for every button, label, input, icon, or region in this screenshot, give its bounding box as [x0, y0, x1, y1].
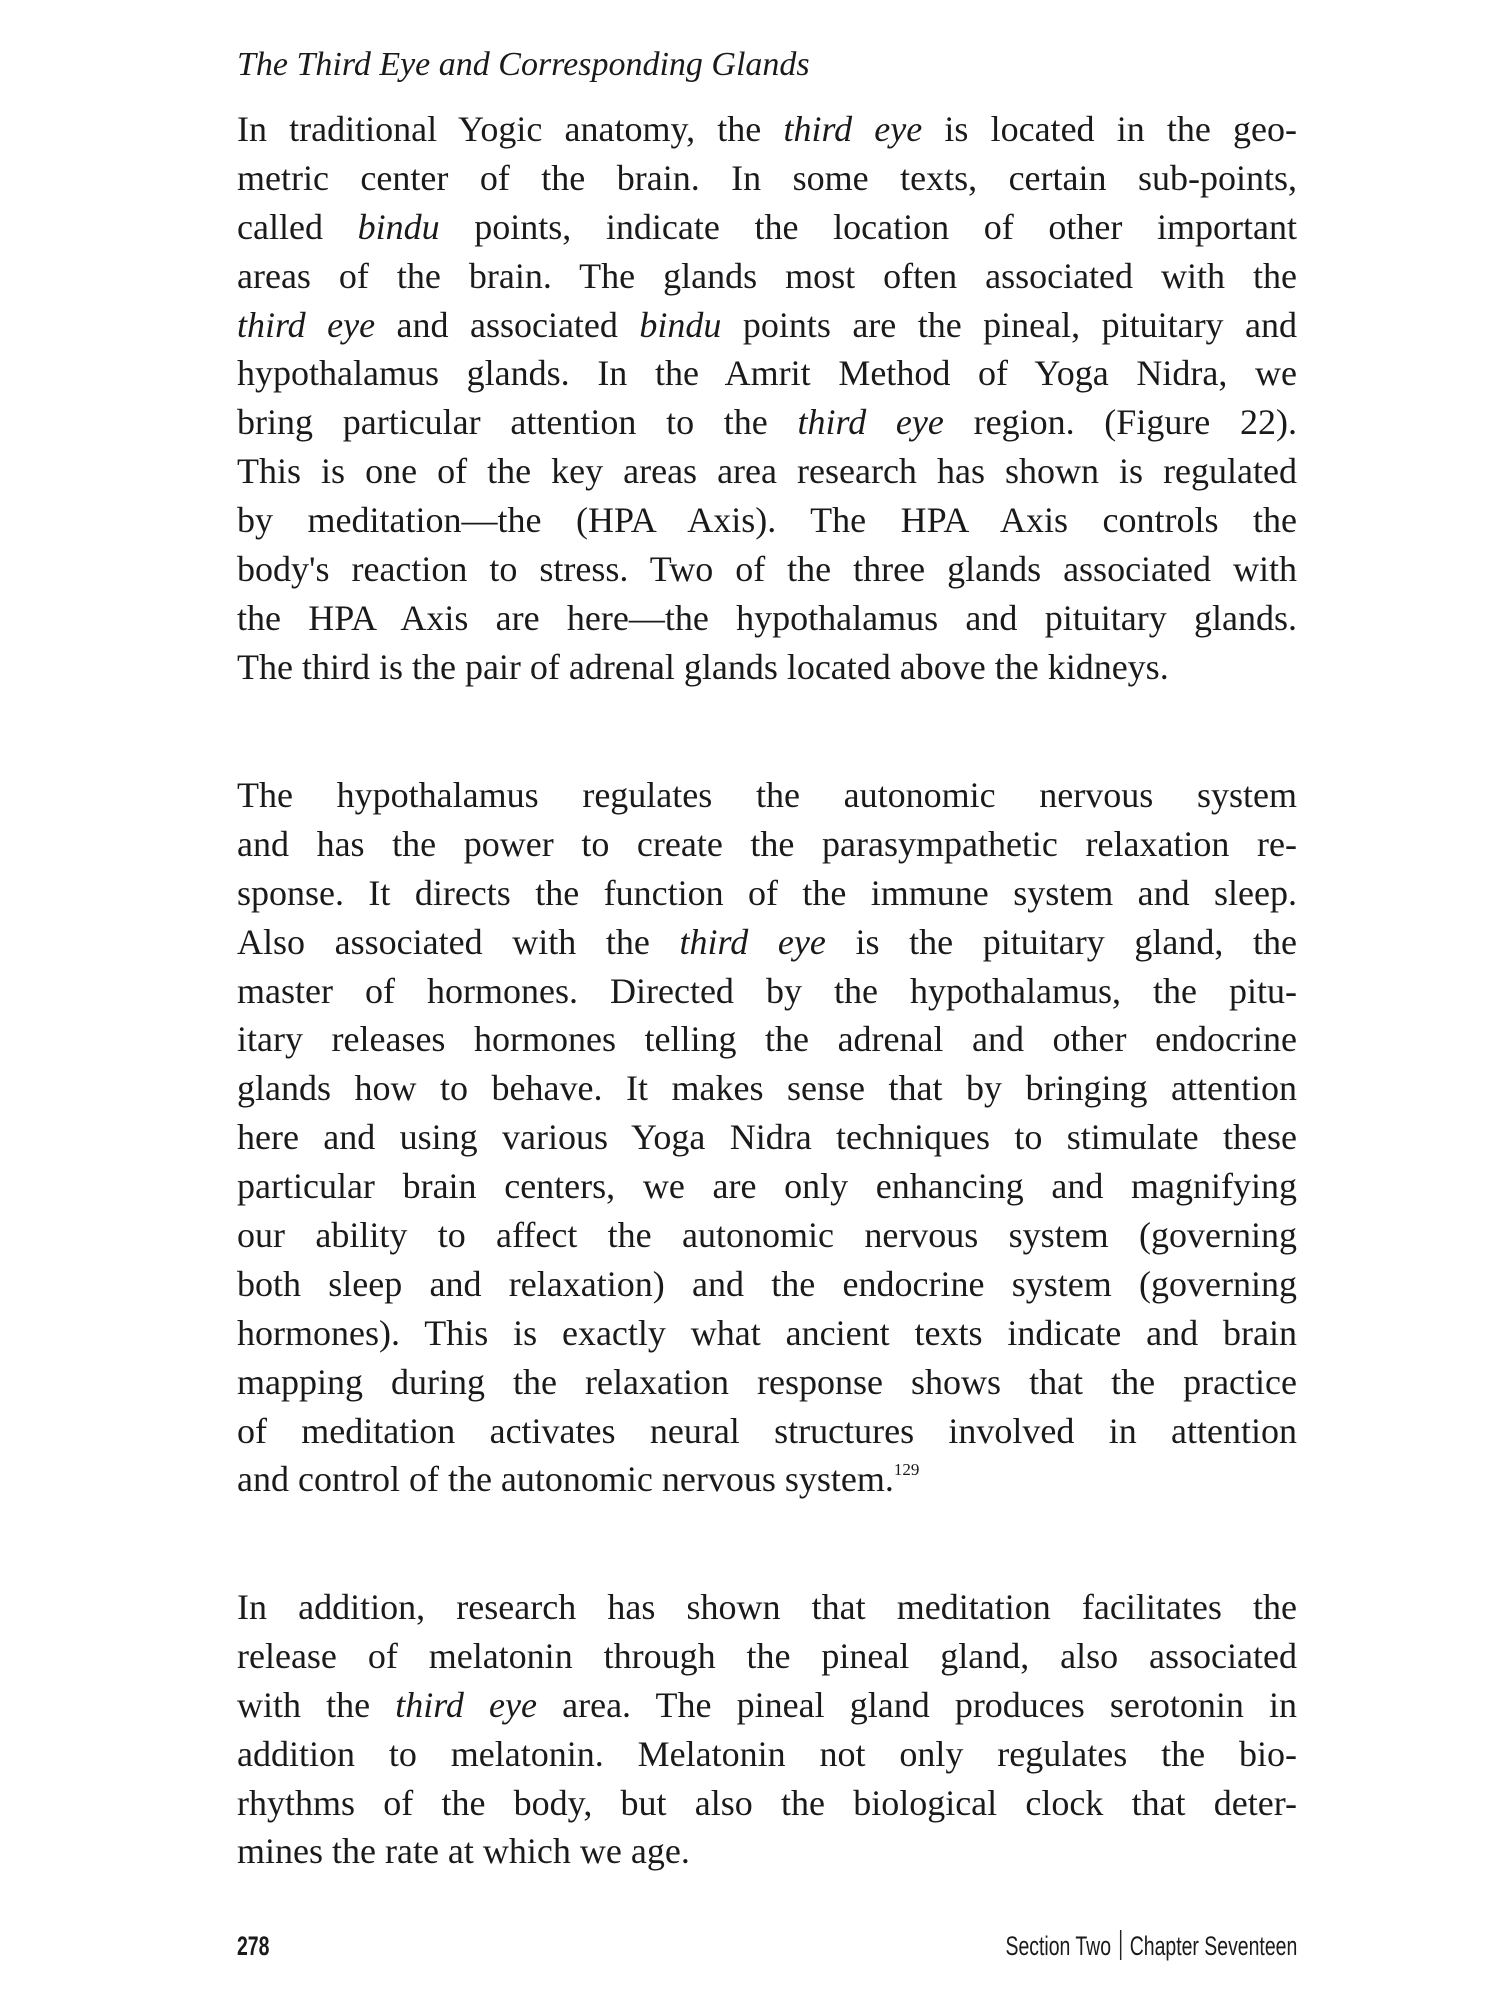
text-line: [237, 1309, 1297, 1358]
text-run: the HPA Axis are here—the hypothalamus and pituitary glands.: [237, 597, 1297, 638]
page-number: 278: [237, 1931, 270, 1961]
paragraph: [237, 1583, 1297, 1876]
text-line: [237, 1779, 1297, 1828]
text-line: [237, 1211, 1297, 1260]
text-run: hormones). This is exactly what ancient texts indicate and brain: [237, 1312, 1297, 1353]
text-line: [237, 918, 1297, 967]
text-line: [237, 967, 1297, 1016]
text-run: of meditation activates neural structures involved in attention: [237, 1410, 1297, 1451]
italic-term: third eye: [783, 109, 923, 149]
text-line: [237, 1358, 1297, 1407]
text-run: and associated: [375, 304, 640, 345]
text-run: and has the power to create the parasympathetic relaxation re-: [237, 823, 1297, 864]
text-line: [237, 545, 1297, 594]
text-run: points, indicate the location of other important: [439, 206, 1297, 247]
text-line: [237, 203, 1297, 252]
text-run: addition to melatonin. Melatonin not only regulates the bio-: [237, 1733, 1297, 1774]
text-run: hypothalamus glands. In the Amrit Method of Yoga Nidra, we: [237, 353, 1297, 394]
footer-divider: [1119, 1930, 1120, 1960]
footnote-ref: 129: [893, 1460, 920, 1480]
text-line: [237, 1113, 1297, 1162]
footer-chapter: Chapter Seventeen: [1129, 1931, 1297, 1961]
text-line: [237, 1827, 1297, 1876]
text-line: [237, 447, 1297, 496]
text-line: [237, 820, 1297, 869]
text-run: release of melatonin through the pineal gland, also associated: [237, 1635, 1297, 1676]
text-line: [237, 1681, 1297, 1730]
text-line: [237, 643, 1297, 692]
text-run: with the: [237, 1684, 396, 1725]
footer-section: Section Two: [1005, 1931, 1111, 1961]
italic-term: third eye: [797, 402, 944, 443]
text-line: [237, 1455, 1297, 1504]
text-line: [237, 1407, 1297, 1456]
text-line: [237, 349, 1297, 398]
text-run: metric center of the brain. In some texts, certain sub-points,: [237, 157, 1297, 198]
text-run: body's reaction to stress. Two of the three glands associated with: [237, 549, 1297, 590]
text-line: [237, 1583, 1297, 1632]
text-line: [237, 1632, 1297, 1681]
text-run: is the pituitary gland, the: [825, 921, 1297, 962]
paragraph: [237, 105, 1297, 692]
text-line: [237, 1260, 1297, 1309]
text-run: In traditional Yogic anatomy, the: [237, 109, 784, 149]
text-run: master of hormones. Directed by the hypothalamus, the pitu-: [237, 970, 1297, 1011]
text-line: [237, 1730, 1297, 1779]
text-run: The hypothalamus regulates the autonomic nervous system: [237, 775, 1297, 815]
text-line: [237, 154, 1297, 203]
text-run: This is one of the key areas area research has shown is regulated: [237, 451, 1297, 492]
text-line: [237, 301, 1297, 350]
paragraph: [237, 771, 1297, 1504]
text-line: [237, 869, 1297, 918]
text-run: points are the pineal, pituitary and: [721, 304, 1297, 345]
text-run: bring particular attention to the: [237, 402, 798, 443]
text-run: areas of the brain. The glands most often associated with the: [237, 255, 1297, 296]
text-run: mapping during the relaxation response shows that the practice: [237, 1361, 1297, 1402]
running-footer: [1005, 1928, 1297, 1964]
section-heading: The Third Eye and Corresponding Glands: [237, 46, 810, 83]
text-run: Also associated with the: [237, 921, 680, 962]
italic-term: bindu: [639, 304, 722, 345]
italic-term: third eye: [395, 1684, 537, 1725]
text-run: and control of the autonomic nervous system.: [237, 1459, 894, 1500]
text-line: [237, 496, 1297, 545]
text-line: [237, 1015, 1297, 1064]
text-run: particular brain centers, we are only enhancing and magnifying: [237, 1166, 1297, 1207]
text-run: itary releases hormones telling the adrenal and other endocrine: [237, 1019, 1297, 1060]
italic-term: third eye: [679, 921, 826, 962]
text-line: [237, 594, 1297, 643]
text-run: rhythms of the body, but also the biological clock that deter-: [237, 1782, 1297, 1823]
text-line: [237, 398, 1297, 447]
text-run: In addition, research has shown that meditation facilitates the: [237, 1587, 1297, 1627]
text-run: region. (Figure 22).: [943, 402, 1298, 443]
text-run: mines the rate at which we age.: [237, 1831, 690, 1872]
italic-term: third eye: [237, 304, 376, 345]
text-line: [237, 771, 1297, 820]
text-line: [237, 1064, 1297, 1113]
text-run: by meditation—the (HPA Axis). The HPA Axis controls the: [237, 500, 1297, 541]
text-run: glands how to behave. It makes sense that by bringing attention: [237, 1068, 1297, 1109]
text-run: sponse. It directs the function of the immune system and sleep.: [237, 872, 1297, 913]
text-line: [237, 105, 1297, 154]
text-line: [237, 1162, 1297, 1211]
text-run: both sleep and relaxation) and the endocrine system (governing: [237, 1263, 1297, 1304]
text-run: is located in the geo-: [922, 109, 1298, 149]
text-run: here and using various Yoga Nidra techniques to stimulate these: [237, 1117, 1297, 1158]
text-run: area. The pineal gland produces serotonin in: [537, 1684, 1298, 1725]
text-run: our ability to affect the autonomic nervous system (governing: [237, 1215, 1297, 1256]
italic-term: bindu: [357, 206, 440, 247]
text-line: [237, 252, 1297, 301]
text-run: called: [237, 206, 358, 247]
text-run: The third is the pair of adrenal glands located above the kidneys.: [237, 646, 1169, 687]
